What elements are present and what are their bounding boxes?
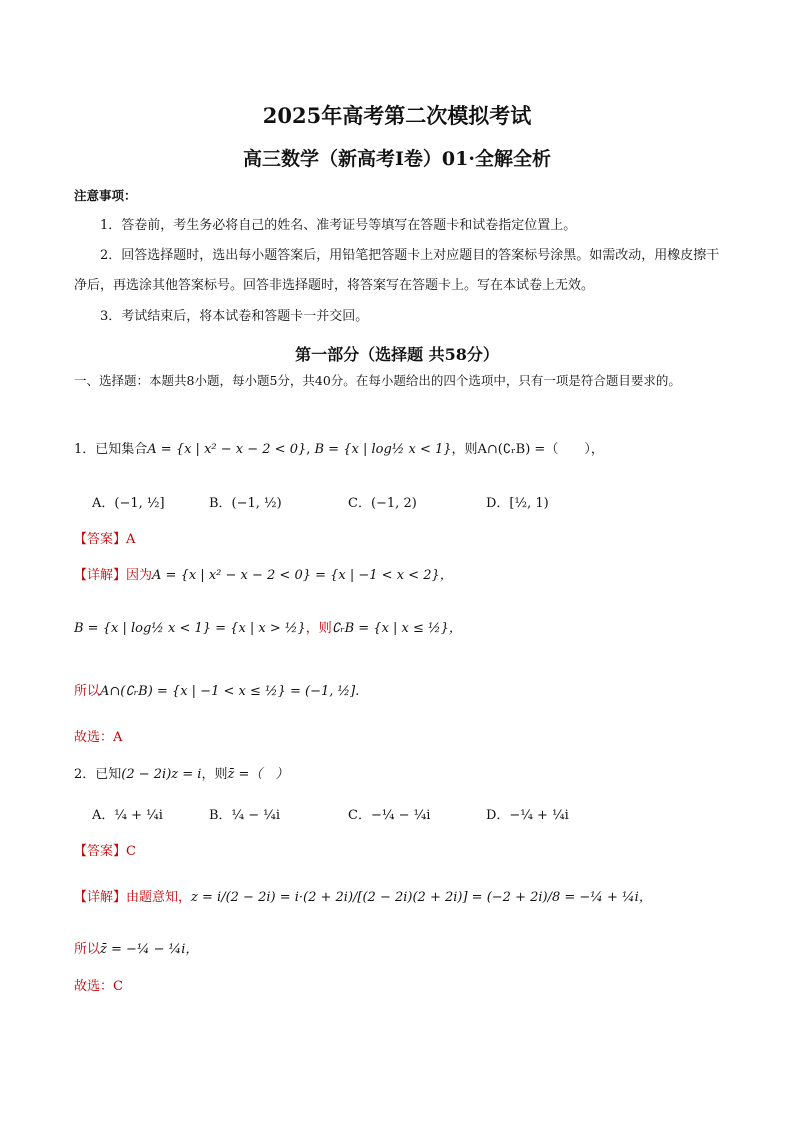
notice-item-3: 3．考试结束后，将本试卷和答题卡一并交回。: [100, 309, 369, 324]
q1-option-a: A．(−1, ½]: [92, 496, 165, 511]
notice-item-1: 1．答卷前，考生务必将自己的姓名、准考证号等填写在答题卡和试卷指定位置上。: [100, 218, 577, 233]
question-2-stem: 2．已知(2 − 2i)z = i，则z̄ =（ ）: [74, 767, 289, 782]
q1-ask: ，则A∩(∁ᵣB) =（ ），: [451, 442, 604, 457]
q1-option-d: D．[½, 1): [486, 496, 549, 511]
question-1-stem: 1．已知集合A = {x | x² − x − 2 < 0}, B = {x | log½ x < 1}，则A∩(∁ᵣB) =（ ），: [74, 442, 604, 457]
notice-item-2: 2．回答选择题时，选出每小题答案后，用铅笔把答题卡上对应题目的答案标号涂黑。如需改动，用橡皮擦干净后，再选涂其他答案标号。回答非选择题时，将答案写在答题卡上。写在本试卷上无效。: [74, 248, 720, 293]
q2-option-b: B．¼ − ¼i: [209, 808, 281, 823]
q1-answer-value: A: [126, 532, 136, 547]
q1-answer-label: 【答案】: [74, 532, 127, 547]
q2-option-c: C．−¼ − ¼i: [348, 808, 431, 823]
q1-answer: [74, 528, 135, 547]
section-title: 第一部分（选择题 共58分）: [295, 345, 499, 364]
q1-detail-line-1: 【详解】因为A = {x | x² − x − 2 < 0} = {x | −1 < x < 2}，: [74, 568, 453, 583]
notice-heading: 注意事项：: [74, 188, 137, 203]
q2-option-a: A．¼ + ¼i: [92, 808, 163, 823]
q1-option-b: B．(−1, ½): [209, 496, 282, 511]
exam-subtitle: 高三数学（新高考Ⅰ卷）01·全解全析: [243, 148, 551, 170]
q1-detail-line-2: B = {x | log½ x < 1} = {x | x > ½}，则∁ᵣB = {x | x ≤ ½}，: [74, 621, 462, 636]
q2-detail-line-1: 【详解】由题意知，z = i/(2 − 2i) = i·(2 + 2i)/[(2 − 2i)(2 + 2i)] = (−2 + 2i)/8 = −¼ + ¼i，: [74, 890, 652, 905]
q1-option-c: C．(−1, 2): [348, 496, 417, 511]
exam-title: 2025年高考第二次模拟考试: [262, 103, 532, 128]
q1-prefix: 1．已知集合: [74, 442, 148, 457]
section-instruction: 一、选择题：本题共8小题，每小题5分，共40分。在每小题给出的四个选项中，只有一项是符合题目要求的。: [74, 373, 681, 388]
q2-option-d: D．−¼ + ¼i: [486, 808, 569, 823]
q1-set-A: A = {x | x² − x − 2 < 0}: [147, 442, 307, 457]
q1-set-B: B = {x | log½ x < 1}: [314, 442, 452, 457]
q2-detail-line-2: 所以z̄ = −¼ − ¼i，: [74, 942, 199, 957]
q2-answer: 【答案】C: [74, 844, 136, 859]
q2-choose: 故选：C: [74, 979, 123, 994]
q1-choose: 故选：A: [74, 730, 123, 745]
q1-detail-label: 【详解】: [74, 568, 127, 583]
q1-detail-line-3: 所以A∩(∁ᵣB) = {x | −1 < x ≤ ½} = (−1, ½].: [74, 684, 360, 699]
